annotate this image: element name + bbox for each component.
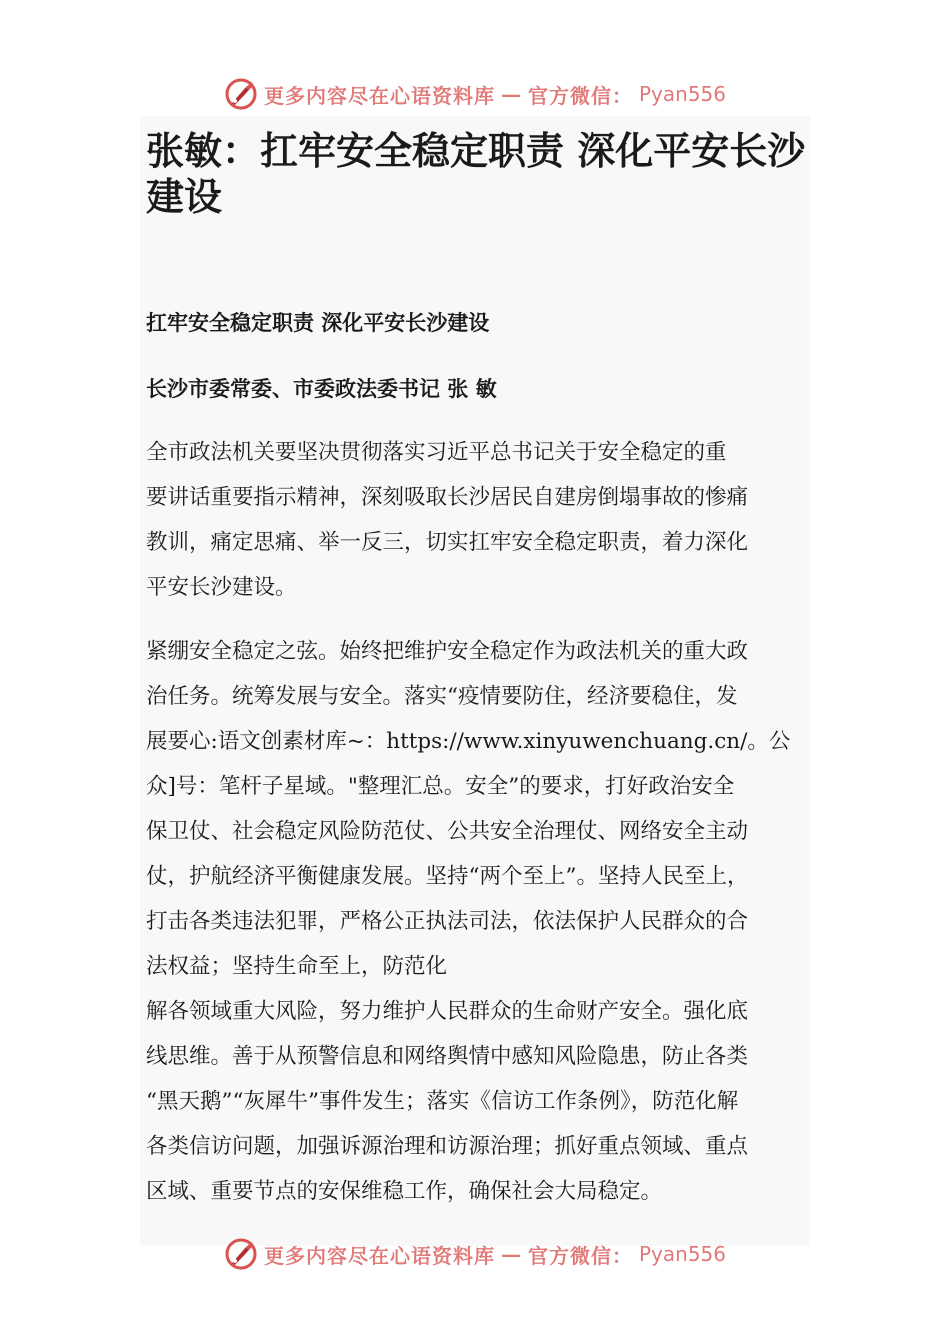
banner-text: 更多内容尽在心语资料库 bbox=[263, 1243, 495, 1268]
banner-inner bbox=[224, 77, 726, 111]
banner-wechat-id: Pyan556 bbox=[638, 82, 726, 106]
quill-pen-logo-icon bbox=[224, 1237, 258, 1271]
paragraph-2 bbox=[146, 629, 836, 1214]
footer-banner bbox=[0, 1234, 950, 1274]
banner-dash: — bbox=[500, 1242, 522, 1266]
paragraph-1-line: 要讲话重要指示精神，深刻吸取长沙居民自建房倒塌事故的惨痛 bbox=[146, 485, 749, 510]
paragraph-2-line: 各类信访问题，加强诉源治理和访源治理；抓好重点领域、重点 bbox=[146, 1134, 749, 1159]
paragraph-2-line: 区域、重要节点的安保维稳工作，确保社会大局稳定。 bbox=[146, 1179, 663, 1204]
subtitle: 扛牢安全稳定职责 深化平安长沙建设 bbox=[146, 311, 490, 335]
paragraph-2-line: 治任务。统筹发展与安全。落实“疫情要防住，经济要稳住，发 bbox=[146, 684, 738, 709]
banner-inner bbox=[224, 1237, 726, 1271]
paragraph-2-line: “黑天鹅”“灰犀牛”事件发生；落实《信访工作条例》，防范化解 bbox=[146, 1089, 739, 1114]
paragraph-2-line: 紧绷安全稳定之弦。始终把维护安全稳定作为政法机关的重大政 bbox=[146, 639, 749, 664]
paragraph-1-line: 平安长沙建设。 bbox=[146, 575, 297, 600]
paragraph-2-line: 线思维。善于从预警信息和网络舆情中感知风险隐患，防止各类 bbox=[146, 1044, 749, 1069]
paragraph-2-line: 保卫仗、社会稳定风险防范仗、公共安全治理仗、网络安全主动 bbox=[146, 819, 749, 844]
paragraph-1-line: 全市政法机关要坚决贯彻落实习近平总书记关于安全稳定的重 bbox=[146, 440, 727, 465]
banner-wechat-id: Pyan556 bbox=[638, 1242, 726, 1266]
banner-wechat-label: 官方微信： bbox=[527, 1243, 633, 1268]
paragraph-2-line: 打击各类违法犯罪，严格公正执法司法，依法保护人民群众的合 bbox=[146, 909, 749, 934]
banner-text: 更多内容尽在心语资料库 bbox=[263, 83, 495, 108]
paragraph-2-line: 展要心:语文创素材库~：https://www.xinyuwenchuang.cn/。公 bbox=[146, 729, 791, 754]
paragraph-1-line: 教训，痛定思痛、举一反三，切实扛牢安全稳定职责，着力深化 bbox=[146, 530, 749, 555]
paragraph-2-line: 众]号：笔杆子星域。"整理汇总。安全”的要求，打好政治安全 bbox=[146, 774, 735, 799]
paragraph-2-line: 解各领域重大风险，努力维护人民群众的生命财产安全。强化底 bbox=[146, 999, 749, 1024]
quill-pen-logo-icon bbox=[224, 77, 258, 111]
page-title-line-1: 张敏：扛牢安全稳定职责 深化平安长沙 bbox=[146, 129, 806, 173]
author-line: 长沙市委常委、市委政法委书记 张 敏 bbox=[146, 377, 497, 401]
header-banner bbox=[0, 74, 950, 114]
banner-dash: — bbox=[500, 82, 522, 106]
paragraph-2-line: 法权益；坚持生命至上，防范化 bbox=[146, 954, 448, 979]
page-title bbox=[146, 128, 816, 220]
paragraph-2-line: 仗，护航经济平衡健康发展。坚持“两个至上”。坚持人民至上， bbox=[146, 864, 749, 889]
page-title-line-2: 建设 bbox=[146, 175, 223, 219]
paragraph-1 bbox=[146, 430, 836, 610]
banner-wechat-label: 官方微信： bbox=[527, 83, 633, 108]
